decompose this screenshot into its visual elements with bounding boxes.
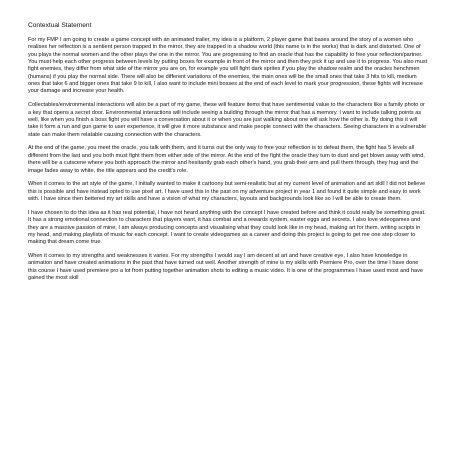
document-page — [28, 22, 428, 289]
paragraph-2: Collectables/environmental interactions will also be a part of my game, these will feature items that have sentimental value to the characters like a family photo or a key that opens a secret door. Environmental interactions will include seeing a building through the mirror that has a memory. I want to include talking points as well, like when you finish a boss fight you will have a conversation about it or when you are just walking about one will ask how the other is. By doing this it will take it form a run and gun game to user experience, it will give it more substance and make people connect with the characters. Seeing characters in a vulnerable state can make them relatable causing connection with the characters. — [28, 102, 427, 138]
paragraph-1: For my FMP I am going to create a game concept with an animated trailer, my idea is a platform, 2 player game that bases around the story of a women who realises her relfection is a sentient person trapped in the mirror, they are trapped in a shadow world (this name is in the works) that is dark and distorted. One of you plays the normal women and the other plays the one in the mirror. You are progressing to find an oracle that has the capability to free your reflection/partner. You must help each other progress between levels by putting boxes for example in front of the mirror and then they pick it up and use it to progress. You also must fight enemies, they differ from what side of the mirror you are on, for example you will fight dark sprites if you play the shadow realm and the oracles henchmen (humans) if you play the normal side. There will also be different variations of the enemies, the main ones will be the small ones that take 3 hits to kill, medium ones that take 6 and bigger ones that take 9 to kill, I also want to include mini bosses at the end of each level to mark your progression, these fights will increase your damage and increase your health. — [28, 37, 428, 95]
paragraph-3: At the end of the game, you meet the oracle, you talk with them, and it turns out the only way to free your reflection is to defeat them, the fight has 5 levels all different from the last and you both must fight them from either side of the mirror. At the end of the fight the oracle they turn to dust and get blown away with wind, there will be a cutscene where you both approach the mirror and hesitantly grab each other's hand, you grab their arm and pull them through, they hug and the image fades away to white, the title appears and the credit's role. — [28, 145, 425, 174]
paragraph-5: I have chosen to do this idea as it has real potential, I have not heard anything with the concept I have created before and think it could really be something great. It has a strong emotional connection to characters that players want, it has combat and a rewards system, easter eggs and secrets. I also love videogames and they are a massive passion of mine; I am always producing concepts and visualising what they could look like in my head, making art for them, writing scripts in my head, and making playlists of music for each concept. I want to create videogames as a career and doing this project is going to get me one step closer to making that dream come true. — [28, 209, 426, 246]
document-title: Contextual Statement — [28, 22, 92, 29]
paragraph-4: When it comes to the art style of the game, I initially wanted to make it cartoony but semi-realistic but at my current level of animation and art skill I did not believe this is possible and have instead opted to use pixel art. I have used this in the past on my adventure project in year 1 and found it quite simple and easy to work with. I have since then bettered my art skills and have a vision of what my characters, layouts and backgrounds look like so I will be able to create them. — [28, 181, 426, 203]
paragraph-6: When it comes to my strengths and weaknesses it varies. For my strengths I would say I am decent at art and have creative eye, I also have knowledge in animation and have created animations in the past that have turned out well. Another strength of mine is my skills with Premiere Pro, over the time I have done this course I have used premiere pro a lot from putting together animation shots to editing a music video. It is one of the programmes I have used most and have gained the most skill — [28, 253, 424, 282]
